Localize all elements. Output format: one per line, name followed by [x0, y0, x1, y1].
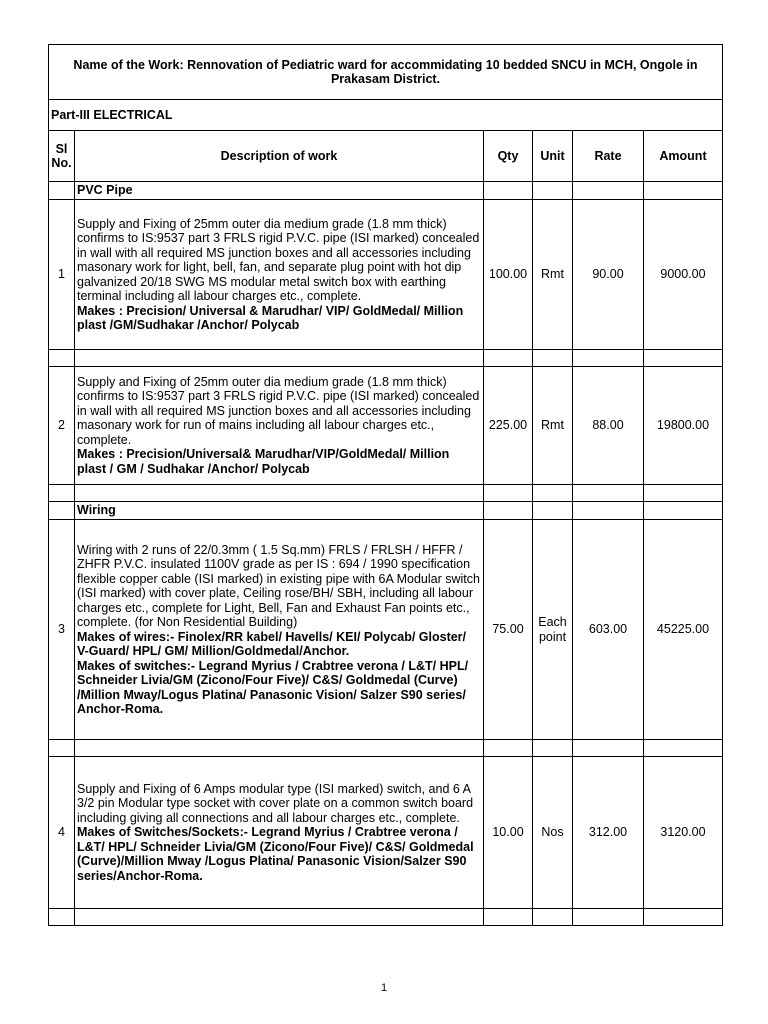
- item-sl: 4: [49, 757, 75, 909]
- item-qty: 75.00: [484, 520, 533, 740]
- item-sl: 2: [49, 367, 75, 485]
- item-description-text: Supply and Fixing of 25mm outer dia medium grade (1.8 mm thick) confirms to IS:9537 part 3 FRLS rigid P.V.C. pipe (ISI marked) concealed in wall with all required MS junction boxes and all accessories including masonary work for light, bell, fan, and separate plug point with hot dip galvanized 20/18 SWG MS modular metal switch box with earthing terminal including all labour charges etc., complete.: [77, 216, 480, 303]
- section-label-wiring: Wiring: [75, 502, 484, 520]
- item-rate: 90.00: [573, 200, 644, 350]
- item-description-text: Supply and Fixing of 6 Amps modular type (ISI marked) switch, and 6 A 3/2 pin Modular type socket with cover plate on a common switch board including giving all connections and all labour charges etc., complete.: [77, 781, 474, 825]
- item-qty: 100.00: [484, 200, 533, 350]
- spacer-row: [49, 485, 723, 502]
- table-row-item-3: [49, 520, 723, 740]
- item-amount: 9000.00: [644, 200, 723, 350]
- item-rate: 312.00: [573, 757, 644, 909]
- item-rate: 88.00: [573, 367, 644, 485]
- item-unit: Rmt: [533, 367, 573, 485]
- item-rate: 603.00: [573, 520, 644, 740]
- item-description: [75, 367, 484, 485]
- section-row-wiring: [49, 502, 723, 520]
- item-amount: 19800.00: [644, 367, 723, 485]
- item-amount: 3120.00: [644, 757, 723, 909]
- item-makes-switches: Makes of switches:- Legrand Myrius / Crabtree verona / L&T/ HPL/ Schneider Livia/GM (Zicono/Four Five)/ C&S/ Goldmedal (Curve) /Million Mway/Logus Platina/ Panasonic Vision/ Salzer S90 series/ Anchor-Roma.: [77, 658, 469, 716]
- page-number: 1: [380, 982, 388, 994]
- part-heading: Part-III ELECTRICAL: [49, 100, 723, 131]
- item-makes: Makes of Switches/Sockets:- Legrand Myrius / Crabtree verona / L&T/ HPL/ Schneider Livia/GM (Zicono/Four Five)/ C&S/ Goldmedal (Curve)/Million Mway /Logus Platina/ Panasonic Vision/Salzer S90 series/Anchor-Roma.: [77, 825, 474, 883]
- table-row-item-1: [49, 200, 723, 350]
- header-unit: Unit: [533, 131, 573, 182]
- spacer-row: [49, 350, 723, 367]
- work-title: Name of the Work: Rennovation of Pediatric ward for accommidating 10 bedded SNCU in MCH, Ongole in Prakasam District.: [49, 45, 723, 100]
- item-description: [75, 200, 484, 350]
- header-sl: Sl No.: [49, 131, 75, 182]
- item-unit: Each point: [533, 520, 573, 740]
- item-amount: 45225.00: [644, 520, 723, 740]
- estimate-table: [48, 44, 723, 926]
- header-description: Description of work: [75, 131, 484, 182]
- spacer-row: [49, 740, 723, 757]
- item-unit: Nos: [533, 757, 573, 909]
- table-header-row: [49, 131, 723, 182]
- item-makes: Makes : Precision/Universal& Marudhar/VIP/GoldMedal/ Million plast / GM / Sudhakar /Anchor/ Polycab: [77, 447, 450, 476]
- table-row-item-4: [49, 757, 723, 909]
- item-description-text: Supply and Fixing of 25mm outer dia medium grade (1.8 mm thick) confirms to IS:9537 part 3 FRLS rigid P.V.C. pipe (ISI marked) concealed in wall with all required MS junction boxes and all accessories including masonary work for run of mains including all labour charges etc., complete.: [77, 374, 480, 447]
- estimate-page: [48, 44, 722, 926]
- item-qty: 10.00: [484, 757, 533, 909]
- section-row-pvc: [49, 182, 723, 200]
- table-row-item-2: [49, 367, 723, 485]
- item-sl: 3: [49, 520, 75, 740]
- spacer-row: [49, 909, 723, 926]
- header-qty: Qty: [484, 131, 533, 182]
- item-description: [75, 757, 484, 909]
- header-amount: Amount: [644, 131, 723, 182]
- item-description: [75, 520, 484, 740]
- item-qty: 225.00: [484, 367, 533, 485]
- item-sl: 1: [49, 200, 75, 350]
- section-label-pvc: PVC Pipe: [75, 182, 484, 200]
- item-description-text: Wiring with 2 runs of 22/0.3mm ( 1.5 Sq.mm) FRLS / FRLSH / HFFR / ZHFR P.V.C. insulated 1100V grade as per IS : 694 / 1990 specification flexible copper cable (ISI marked) in existing pipe with 6A Modular switch (ISI marked) with cover plate, Ceiling rose/BH/ SBH, including all labour charges etc., complete for Light, Bell, Fan and Exhaust Fan points etc., complete. (for Non Residential Building): [77, 542, 480, 629]
- item-unit: Rmt: [533, 200, 573, 350]
- item-makes-wires: Makes of wires:- Finolex/RR kabel/ Havells/ KEI/ Polycab/ Gloster/ V-Guard/ HPL/ GM/ Million/Goldmedal/Anchor.: [77, 629, 467, 658]
- header-rate: Rate: [573, 131, 644, 182]
- item-makes: Makes : Precision/ Universal & Marudhar/ VIP/ GoldMedal/ Million plast /GM/Sudhakar /Anchor/ Polycab: [77, 303, 464, 332]
